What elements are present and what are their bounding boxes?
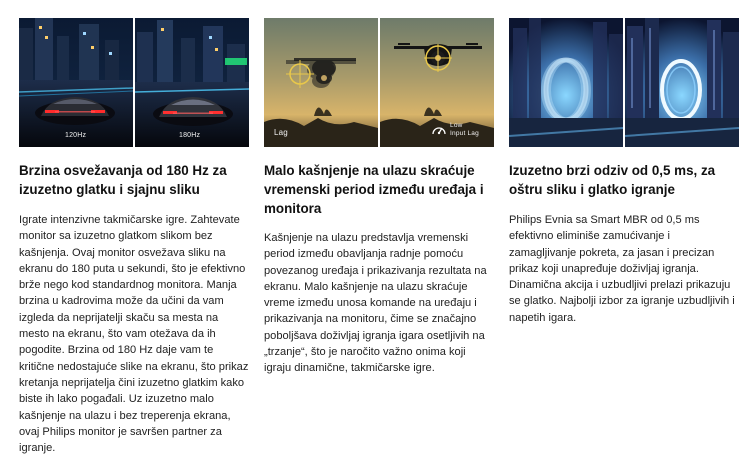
car-180hz-image bbox=[135, 18, 249, 147]
refresh-rate-comparison-image bbox=[19, 18, 249, 147]
feature-input-lag bbox=[264, 18, 494, 377]
caption-180hz: 180Hz bbox=[179, 132, 201, 139]
drone-low-lag-image bbox=[380, 18, 494, 147]
feature-refresh-rate bbox=[19, 18, 249, 456]
feature-title: Malo kašnjenje na ulazu skraćuje vremenski period između uređaja i monitora bbox=[264, 163, 484, 216]
caption-120hz: 120Hz bbox=[65, 132, 87, 139]
sharp-motion-image bbox=[625, 18, 739, 147]
caption-low-input-lag bbox=[450, 122, 479, 138]
motion-blur-image bbox=[509, 18, 623, 147]
feature-title: Brzina osvežavanja od 180 Hz za izuzetno glatku i sjajnu sliku bbox=[19, 163, 227, 197]
car-120hz-image bbox=[19, 18, 133, 147]
drone-lag-image bbox=[264, 18, 378, 147]
input-lag-comparison-image bbox=[264, 18, 494, 147]
feature-description: Kašnjenje na ulazu predstavlja vremenski period između obavljanja radnje pomoću povezanog uređaja i prikazivanja rezultata na ekranu. Malo kašnjenje na ulazu skraćuje vreme između unosa komande na uređaju i prikazivanja na monitoru, čime se značajno poboljšava doživljaj igranja igara osetljivih na „trzanje“, što je naročito važno onima koji igraju dinamične, takmičarske igre. bbox=[264, 232, 487, 375]
caption-lag: Lag bbox=[274, 128, 288, 137]
response-time-comparison-image bbox=[509, 18, 739, 147]
feature-response-time bbox=[509, 18, 739, 326]
feature-title: Izuzetno brzi odziv od 0,5 ms, za oštru sliku i glatko igranje bbox=[509, 163, 716, 197]
speedometer-icon bbox=[431, 122, 447, 138]
caption-input-lag: Input Lag bbox=[450, 130, 479, 137]
caption-low: Low bbox=[450, 122, 463, 129]
feature-description: Igrate intenzivne takmičarske igre. Zahtevate monitor sa izuzetno glatkom slikom bez kašnjenja. Ovaj monitor osvežava sliku na ekranu do 180 puta u sekundi, što je efektivno brže nego kod standardnog monitora. Manja brzina u kadrovima može da učini da vam izgleda da neprijatelji skaču sa mesta na mesto na ekranu, što vam otežava da ih pogodite. Brzina od 180 Hz daje vam te kritične nedostajuće slike na ekranu, što prikaz kretanja neprijatelja čini izuzetno glatkim kako biste ih lako pogađali. Uz izuzetno malo kašnjenje na ulazu i bez treperenja ekrana, ovaj Philips monitor je savršen partner za igranje. bbox=[19, 214, 249, 455]
feature-description: Philips Evnia sa Smart MBR od 0,5 ms efektivno eliminiše zamućivanje i zamagljivanje pokreta, za jasan i precizan prikaz koji unapređuje doživljaj igranja. Dinamična akcija i uzbudljivi prelazi prikazuju se glatko. Najbolji izbor za igranje uzbudljivih i napetih igara. bbox=[509, 214, 735, 324]
